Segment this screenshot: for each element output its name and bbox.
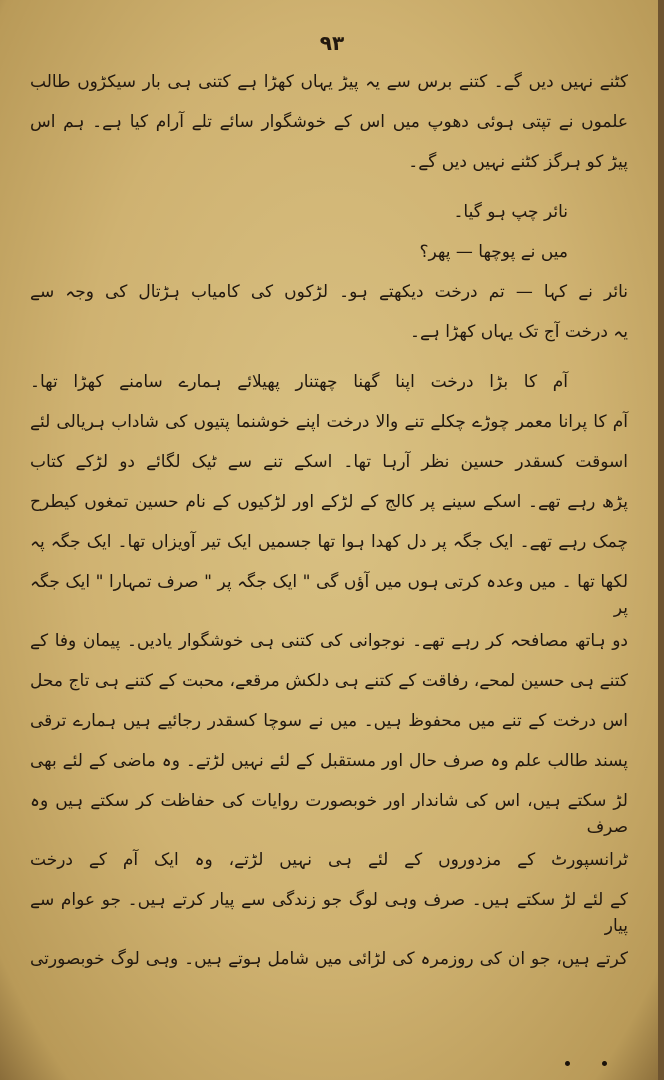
text-line: کٹنے نہیں دیں گے۔ کتنے برس سے یہ پیڑ یہاں کھڑا ہے کتنی ہی بار سیکڑوں طالب bbox=[30, 72, 628, 92]
text-line: پڑھ رہے تھے۔ اسکے سینے پر کالج کے لڑکے اور لڑکیوں کے نام حسین تمغوں کیطرح bbox=[30, 492, 628, 512]
text-line: اس درخت کے تنے میں محفوظ ہیں۔ میں نے سوچا کسقدر رجائیے ہیں ہمارے ترقی bbox=[30, 711, 628, 731]
text-line: چمک رہے تھے۔ ایک جگہ پر دل کھدا ہوا تھا جسمیں ایک تیر آویزاں تھا۔ ایک جگہ پہ bbox=[30, 532, 628, 552]
text-line: نائر چپ ہو گیا۔ bbox=[453, 202, 568, 222]
text-line: لکھا تھا ۔ میں وعدہ کرتی ہوں میں آؤں گی " ایک جگہ پر " صرف تمہارا " ایک جگہ پر bbox=[30, 572, 628, 618]
text-line: علموں نے تپتی ہوئی دھوپ میں اس کے خوشگوار سائے تلے آرام کیا ہے۔ ہم اس bbox=[30, 112, 628, 132]
text-line: اسوقت کسقدر حسین نظر آرہا تھا۔ اسکے تنے سے ٹیک لگائے دو لڑکے کتاب bbox=[30, 452, 628, 472]
page-number: ۹۳ bbox=[319, 31, 345, 55]
text-line: آم کا پرانا معمر چوڑے چکلے تنے والا درخت اپنے خوشنما پتیوں کی شاداب ہریالی لئے bbox=[30, 412, 628, 432]
page-edge bbox=[658, 0, 664, 1080]
text-line: پیڑ کو ہرگز کٹنے نہیں دیں گے۔ bbox=[408, 152, 628, 172]
ink-dot bbox=[565, 1061, 570, 1066]
text-line: کرتے ہیں، جو ان کی روزمرہ کی لڑائی میں شامل ہوتے ہیں۔ وہی لوگ خوبصورتی bbox=[30, 949, 628, 969]
text-line: کے لئے لڑ سکتے ہیں۔ صرف وہی لوگ جو زندگی سے پیار کرتے ہیں۔ جو عوام سے پیار bbox=[30, 890, 628, 936]
text-line: میں نے پوچھا — پھر؟ bbox=[419, 242, 568, 262]
text-line: یہ درخت آج تک یہاں کھڑا ہے۔ bbox=[409, 322, 628, 342]
text-line: نائر نے کہا — تم درخت دیکھتے ہو۔ لڑکوں کی کامیاب ہڑتال کی وجہ سے bbox=[30, 282, 628, 302]
text-line: کتنے ہی حسین لمحے، رفاقت کے کتنے ہی دلکش مرقعے، محبت کے کتنے ہی تاج محل bbox=[30, 671, 628, 691]
text-line: آم کا بڑا درخت اپنا گھنا چھتنار پھیلائے ہمارے سامنے کھڑا تھا۔ bbox=[30, 372, 568, 392]
text-line: ٹرانسپورٹ کے مزدوروں کے لئے ہی نہیں لڑتے، وہ ایک آم کے درخت bbox=[30, 850, 628, 870]
text-line: دو ہاتھ مصافحہ کر رہے تھے۔ نوجوانی کی کتنی ہی خوشگوار یادیں۔ پیمان وفا کے bbox=[30, 631, 628, 651]
ink-dot bbox=[602, 1061, 607, 1066]
text-line: پسند طالب علم وہ صرف حال اور مستقبل کے لئے نہیں لڑتے۔ وہ ماضی کے لئے بھی bbox=[30, 751, 628, 771]
page-text bbox=[30, 62, 628, 979]
text-line: لڑ سکتے ہیں، اس کی شاندار اور خوبصورت روایات کی حفاظت کر سکتے ہیں وہ صرف bbox=[30, 791, 628, 837]
